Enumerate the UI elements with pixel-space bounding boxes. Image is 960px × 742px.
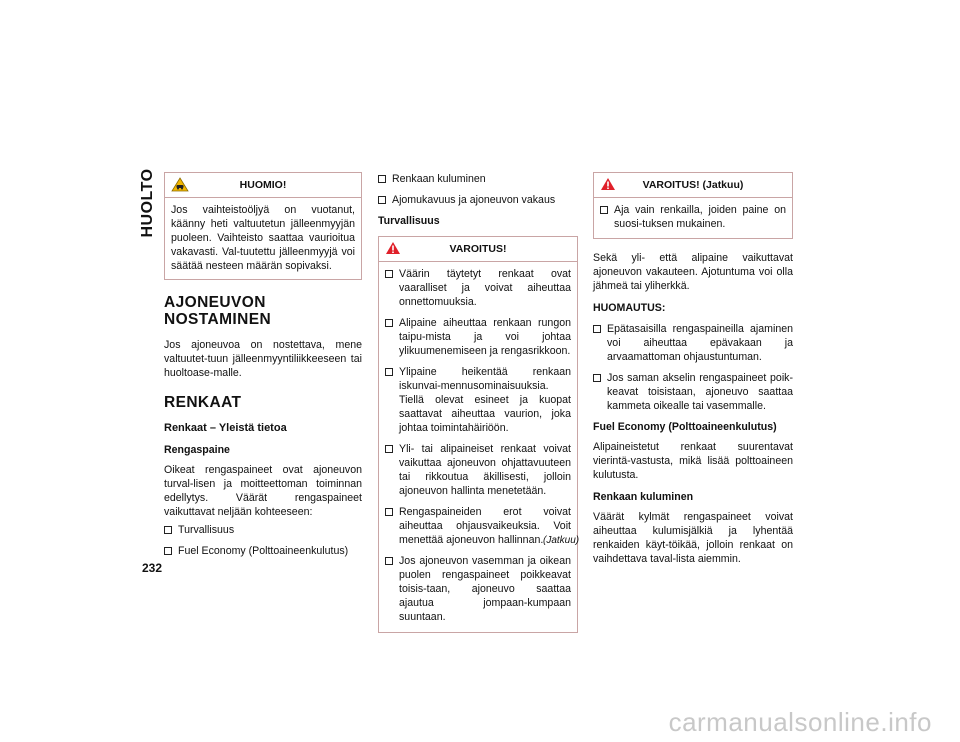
list-item: Epätasaisilla rengaspaineilla ajaminen voi aiheuttaa epävakaan ja arvaamattoman ohjaustuntuman. (593, 322, 793, 364)
square-bullet-icon (385, 557, 393, 565)
para-fuel-economy: Alipaineistetut renkaat suurentavat vierintä-vastusta, mikä lisää polttoaineen kulutusta. (593, 441, 793, 481)
section-tab (138, 168, 158, 238)
notice-title: HUOMIO! (239, 179, 287, 191)
subheading-yleista: Renkaat – Yleistä tietoa (164, 422, 287, 434)
warning-continued-box (593, 172, 793, 239)
list-item: Väärin täytetyt renkaat ovat vaaralliset ja voivat aiheuttaa onnettomuuksia. (385, 267, 571, 309)
section-tab-label: HUOLTO (139, 168, 156, 238)
para-rengaspaine: Oikeat rengaspaineet ovat ajoneuvon turval-lisen ja moitteettoman toiminnan edellytys. Väärät rengaspaineet vaikuttavat neljään kohteeseen: (164, 464, 362, 518)
warning-box (378, 236, 578, 633)
list-item: Ylipaine heikentää renkaan iskunvai-mennusominaisuuksia. Tiellä olevat esineet ja kuopat saattavat aiheuttaa vaurion, joka johtaa toimintahäiriöön. (385, 365, 571, 435)
column-2 (378, 172, 578, 633)
square-bullet-icon (385, 270, 393, 278)
square-bullet-icon (593, 374, 601, 382)
warning-header (379, 237, 577, 262)
heading-fuel-economy: Fuel Economy (Polttoaineenkulutus) (593, 421, 777, 433)
list-item: Jos ajoneuvon vasemman ja oikean puolen rengaspaineet poikkeavat toisis-taan, ajoneuvo saattaa ajautua jompaan-kumpaan suuntaan. (385, 554, 571, 624)
list-item: Ajomukavuus ja ajoneuvon vakaus (378, 193, 578, 207)
warning-title: VAROITUS! (449, 243, 507, 255)
continued-label: (Jatkuu) (543, 535, 580, 546)
square-bullet-icon (385, 319, 393, 327)
list-item: Alipaine aiheuttaa renkaan rungon taipu-mista ja voi johtaa ylikuumenemiseen ja rengasrikkoon. (385, 316, 571, 358)
square-bullet-icon (164, 526, 172, 534)
watermark: carmanualsonline.info (668, 707, 932, 737)
heading-turvallisuus: Turvallisuus (378, 215, 440, 227)
heading-rengaspaine: Rengaspaine (164, 444, 230, 456)
list-item: Renkaan kuluminen (378, 172, 578, 186)
heading-renkaat: RENKAAT (164, 394, 242, 411)
list-item: Turvallisuus (164, 523, 362, 537)
square-bullet-icon (593, 325, 601, 333)
list-item: Yli- tai alipaineiset renkaat voivat vaikuttaa ajoneuvon ohjattavuuteen tai rikkoutua äkillisesti, jolloin ajoneuvon hallinta menetetään. (385, 442, 571, 498)
heading-kuluminen: Renkaan kuluminen (593, 491, 694, 503)
notice-box (164, 172, 362, 280)
warning-continued-header (594, 173, 792, 198)
square-bullet-icon (385, 508, 393, 516)
square-bullet-icon (378, 196, 386, 204)
heading-nostaminen: AJONEUVON NOSTAMINEN (164, 294, 272, 328)
square-bullet-icon (385, 445, 393, 453)
notice-header (165, 173, 361, 198)
square-bullet-icon (164, 547, 172, 555)
heading-huomautus: HUOMAUTUS: (593, 302, 666, 314)
para-kuluminen: Väärät kylmät rengaspaineet voivat aiheuttaa kulumisjälkiä ja lyhentää renkaiden käyt-töikää, jolloin renkaat on vaihdettava taval-lista aiemmin. (593, 511, 793, 565)
square-bullet-icon (385, 368, 393, 376)
square-bullet-icon (600, 206, 608, 214)
para-nostaminen: Jos ajoneuvoa on nostettava, mene valtuutet-tuun jälleenmyyntiliikkeeseen tai huoltoase-malle. (164, 339, 362, 379)
column-1 (164, 172, 362, 565)
list-item: Aja vain renkailla, joiden paine on suosi-tuksen mukainen. (600, 203, 786, 231)
notice-text: Jos vaihteistoöljyä on vuotanut, käänny heti valtuutetun jälleenmyyjän puoleen. Vaihteisto saattaa vaurioitua vakavasti. Val-tuutettu jälleenmyyjä voi säätää nesteen määrän sopivaksi. (171, 204, 355, 272)
list-item: Fuel Economy (Polttoaineenkulutus) (164, 544, 362, 558)
column-3 (593, 172, 793, 574)
page-number: 232 (142, 561, 163, 575)
list-item: Jos saman akselin rengaspaineet poik-keavat toisistaan, ajoneuvo saattaa kammeta oikealle tai vasemmalle. (593, 371, 793, 413)
warning-continued-title: VAROITUS! (Jatkuu) (642, 179, 744, 191)
square-bullet-icon (378, 175, 386, 183)
list-item: Rengaspaineiden erot voivat aiheuttaa ohjausvaikeuksia. Voit menettää ajoneuvon hallinnan. (385, 505, 571, 547)
para-vaikuttavat: Sekä yli- että alipaine vaikuttavat ajoneuvon vakauteen. Ajotuntuma voi olla jähmeä tai yliherkkä. (593, 252, 793, 292)
